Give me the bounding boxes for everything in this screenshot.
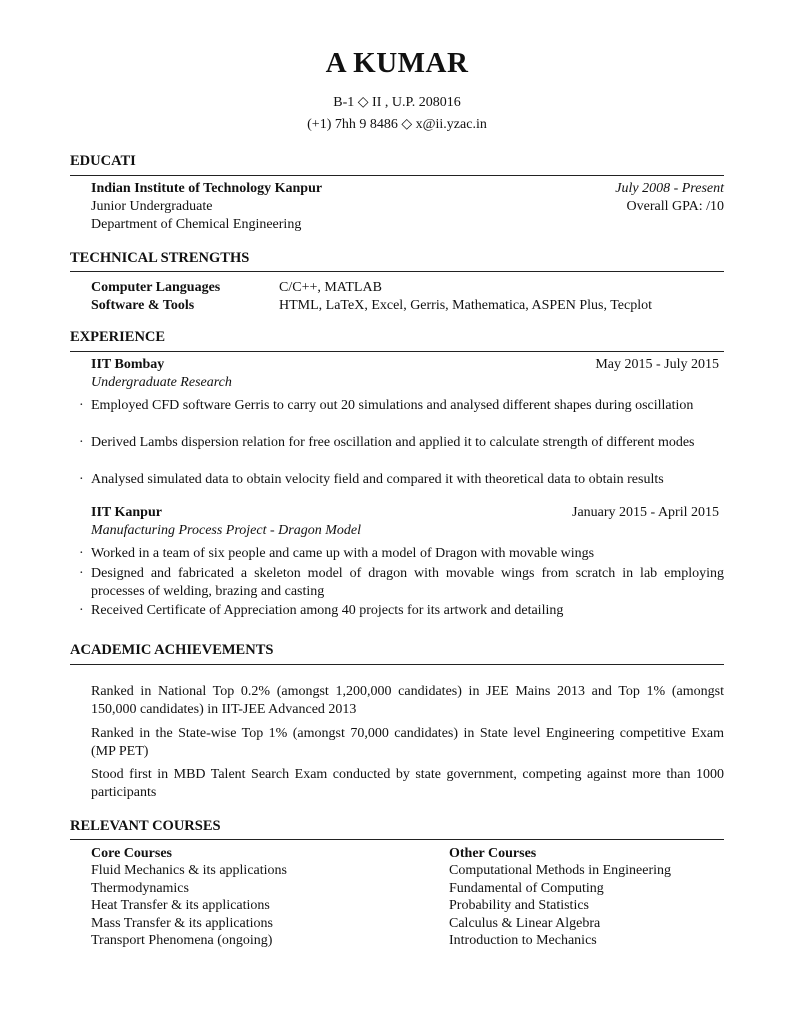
education-dates: July 2008 - Present: [615, 181, 724, 196]
experience-role: Undergraduate Research: [91, 375, 232, 390]
education-level: Junior Undergraduate: [91, 199, 213, 214]
education-department: Department of Chemical Engineering: [91, 217, 302, 232]
experience-bullet: Received Certificate of Appreciation among 40 projects for its artwork and detailing: [91, 603, 564, 618]
address-line: B-1 ◇ II , U.P. 208016: [333, 95, 461, 110]
section-title-technical-strengths: TECHNICAL STRENGTHS: [70, 250, 250, 266]
other-course-item: Computational Methods in Engineering: [449, 863, 672, 878]
candidate-name: A KUMAR: [325, 47, 469, 79]
achievement-item: Ranked in the State-wise Top 1% (amongst 70,000 candidates) in State level Engineering competitive Exam (MP PET): [91, 726, 724, 759]
education-institution: Indian Institute of Technology Kanpur: [91, 181, 323, 196]
section-divider: [70, 175, 724, 176]
bullet-icon: ·: [79, 435, 84, 450]
core-course-item: Heat Transfer & its applications: [91, 898, 270, 913]
section-title-experience: EXPERIENCE: [70, 329, 166, 345]
experience-org: IIT Kanpur: [91, 505, 162, 520]
section-divider: [70, 351, 724, 352]
contact-line: (+1) 7hh 9 8486 ◇ x@ii.yzac.in: [307, 117, 487, 132]
section-divider: [70, 271, 724, 272]
other-course-item: Calculus & Linear Algebra: [449, 916, 601, 931]
skill-label-software: Software & Tools: [91, 298, 195, 313]
bullet-icon: ·: [79, 566, 84, 581]
core-course-item: Thermodynamics: [91, 881, 189, 896]
skill-label-languages: Computer Languages: [91, 280, 221, 295]
experience-org: IIT Bombay: [91, 357, 165, 372]
section-divider: [70, 839, 724, 840]
experience-bullet: Designed and fabricated a skeleton model of dragon with movable wings from scratch in lab employing processes of welding, brazing and casting: [91, 566, 724, 599]
core-course-item: Fluid Mechanics & its applications: [91, 863, 287, 878]
section-title-academic-achievements: ACADEMIC ACHIEVEMENTS: [70, 642, 274, 658]
achievement-item: Stood first in MBD Talent Search Exam conducted by state government, competing against more than 1000 participants: [91, 767, 724, 800]
bullet-icon: ·: [79, 472, 84, 487]
bullet-icon: ·: [79, 546, 84, 561]
experience-bullet: Worked in a team of six people and came up with a model of Dragon with movable wings: [91, 546, 595, 561]
core-courses-heading: Core Courses: [91, 846, 173, 861]
skill-value-languages: C/C++, MATLAB: [279, 280, 382, 295]
other-course-item: Probability and Statistics: [449, 898, 589, 913]
core-course-item: Transport Phenomena (ongoing): [91, 933, 273, 948]
section-title-education: EDUCATI: [70, 153, 136, 169]
other-courses-heading: Other Courses: [449, 846, 537, 861]
achievement-item: Ranked in National Top 0.2% (amongst 1,200,000 candidates) in JEE Mains 2013 and Top 1% (amongst 150,000 candidates) in IIT-JEE Advanced 2013: [91, 684, 724, 717]
experience-bullet: Derived Lambs dispersion relation for free oscillation and applied it to calculate strength of different modes: [91, 435, 695, 450]
other-course-item: Introduction to Mechanics: [449, 933, 597, 948]
bullet-icon: ·: [79, 398, 84, 413]
experience-role: Manufacturing Process Project - Dragon Model: [91, 523, 361, 538]
skill-value-software: HTML, LaTeX, Excel, Gerris, Mathematica, ASPEN Plus, Tecplot: [279, 298, 652, 313]
experience-bullet: Employed CFD software Gerris to carry out 20 simulations and analysed different shapes during oscillation: [91, 398, 694, 413]
experience-bullet: Analysed simulated data to obtain velocity field and compared it with theoretical data to obtain results: [91, 472, 664, 487]
other-course-item: Fundamental of Computing: [449, 881, 604, 896]
section-divider: [70, 664, 724, 665]
experience-dates: January 2015 - April 2015: [572, 505, 719, 520]
section-title-relevant-courses: RELEVANT COURSES: [70, 818, 221, 834]
core-course-item: Mass Transfer & its applications: [91, 916, 273, 931]
bullet-icon: ·: [79, 603, 84, 618]
experience-dates: May 2015 - July 2015: [595, 357, 719, 372]
education-gpa: Overall GPA: /10: [626, 199, 724, 214]
